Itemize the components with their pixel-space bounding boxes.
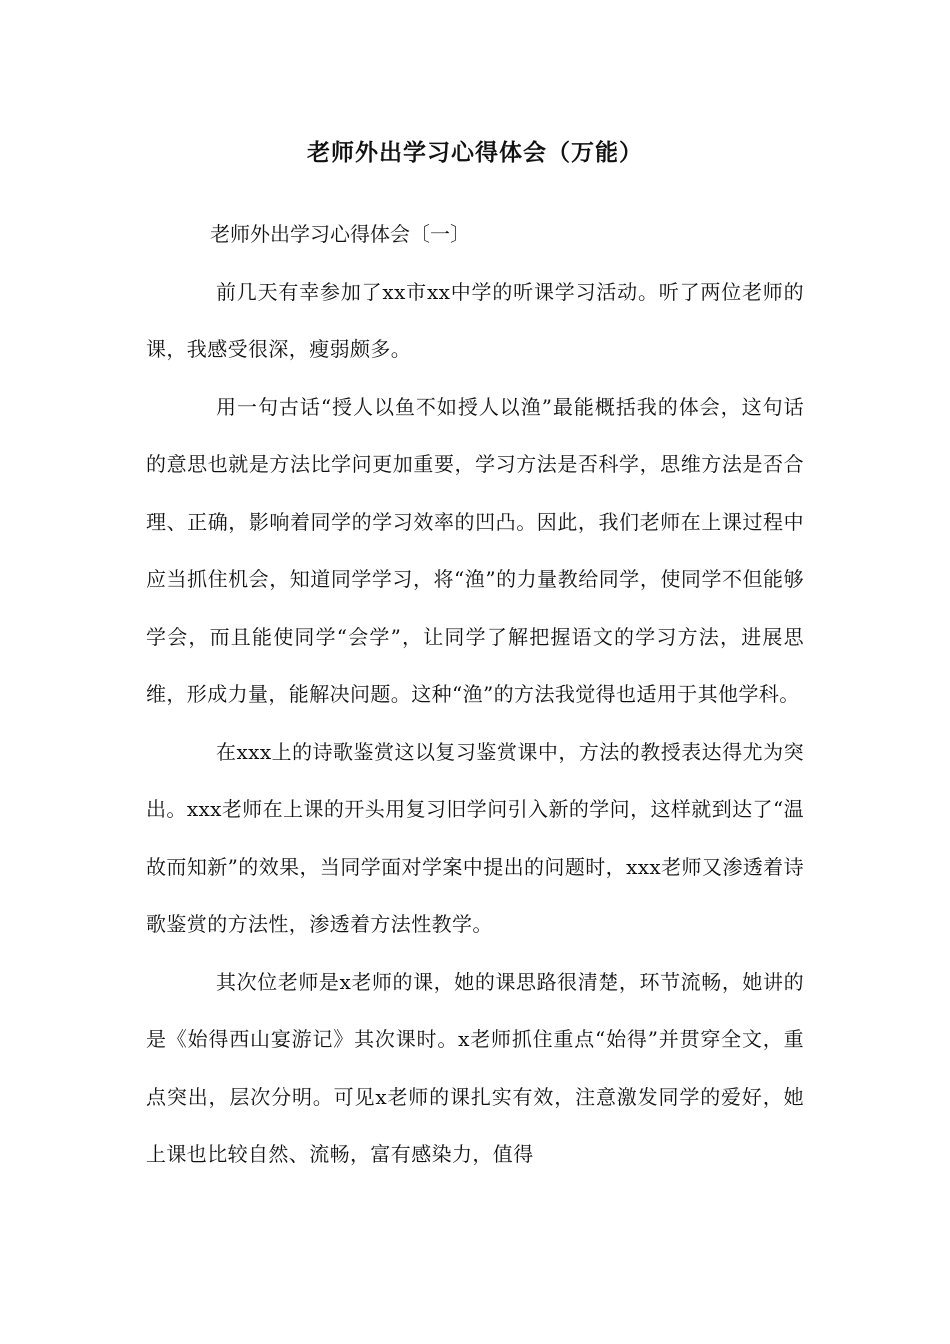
document-title: 老师外出学习心得体会（万能） (307, 139, 643, 166)
paragraph: 其次位老师是x老师的课，她的课思路很清楚，环节流畅，她讲的是《始得西山宴游记》其次课时。x老师抓住重点“始得”并贯穿全文，重点突出，层次分明。可见x老师的课扎实有效，注意激发同学的爱好，她上课也比较自然、流畅，富有感染力，值得 (146, 969, 804, 1166)
paragraph: 用一句古话“授人以鱼不如授人以渔”最能概括我的体会，这句话的意思也就是方法比学问更加重要，学习方法是否科学，思维方法是否合理、正确，影响着同学的学习效率的凹凸。因此，我们老师在上课过程中应当抓住机会，知道同学学习，将“渔”的力量教给同学，使同学不但能够学会，而且能使同学“会学”，让同学了解把握语文的学习方法，进展思维，形成力量，能解决问题。这种“渔”的方法我觉得也适用于其他学科。 (146, 394, 804, 706)
section-subtitle: 老师外出学习心得体会〔一〕 (210, 222, 470, 246)
document-body (146, 206, 804, 1184)
paragraph: 前几天有幸参加了xx市xx中学的听课学习活动。听了两位老师的课，我感受很深，瘦弱颇多。 (146, 279, 804, 361)
paragraph: 在xxx上的诗歌鉴赏这以复习鉴赏课中，方法的教授表达得尤为突出。xxx老师在上课的开头用复习旧学问引入新的学问，这样就到达了“温故而知新”的效果，当同学面对学案中提出的问题时，xxx老师又渗透着诗歌鉴赏的方法性，渗透着方法性教学。 (146, 739, 804, 936)
